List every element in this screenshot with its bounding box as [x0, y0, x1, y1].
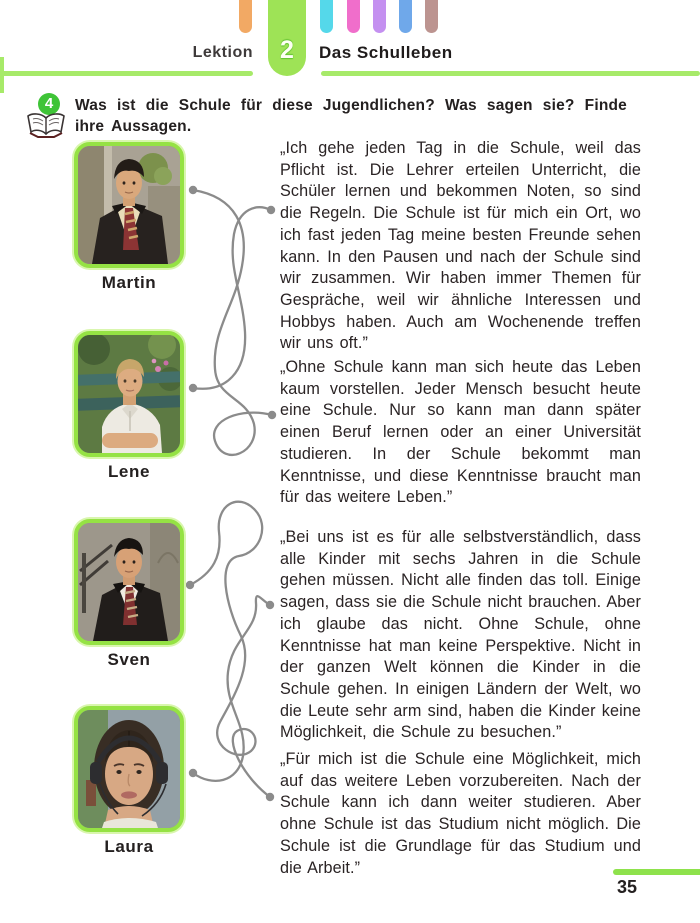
- connector-dot-martin: [189, 186, 197, 194]
- statement-1: „Ich gehe jeden Tag in die Schule, weil das Pflicht ist. Die Lehrer erteilen Unterricht, die Schüler lernen und bekommen Noten, so sind die Regeln. Die Schule ist für mich ein Ort, wo ich fast jeden Tag meine besten Freunde sehen kann. In den Pausen und nach der Schule sind wir zusammen. Wir haben immer Themen für Gespräche, weil wir ähnliche Interessen und Hobbys haben. Auch am Wochenende treffen wir uns oft.”: [280, 139, 641, 353]
- sven-photo: [74, 519, 184, 645]
- connector-dot-sven: [186, 581, 194, 589]
- footer-rule: [613, 869, 700, 875]
- student-name: Martin: [101, 273, 157, 292]
- statement-3: „Bei uns ist es für alle selbstverständlich, dass alle Kinder mit sechs Jahren in die Schule gehen müssen. Nicht alle finden das toll. Einige sagen, dass sie die Schule nicht brauchen. Aber ich glaube das nicht. Ohne Schule, ohne Kenntnisse hat man keine Perspektive. Nicht in der ganzen Welt können die Kinder in die Schule gehen. In einigen Ländern der Welt, wo die Leute sehr arm sind, haben die Kinder keine Möglichkeit, die Schule zu besuchen.”: [280, 528, 641, 742]
- connector-line-1: [193, 190, 272, 455]
- connector-dot-statement-3: [266, 601, 274, 609]
- color-tab-blue: [399, 0, 412, 33]
- connector-dot-lene: [189, 384, 197, 392]
- lektion-label: Lektion: [192, 44, 253, 61]
- lesson-number: 2: [280, 36, 294, 64]
- color-tab-purple: [373, 0, 386, 33]
- connector-dot-statement-4: [266, 793, 274, 801]
- header-rule-left: [0, 71, 253, 76]
- color-tab-cyan: [320, 0, 333, 33]
- statement-4: „Für mich ist die Schule eine Möglichkeit, mich auf das weitere Leben vorzubereiten. Nach der Schule kann ich dann weiter studieren. Aber ohne Schule ist das Studium nicht möglich. Die Schule ist die Grundlage für das Studium und die Arbeit.”: [280, 750, 641, 877]
- left-edge-accent: [0, 57, 4, 93]
- student-name: Laura: [104, 837, 154, 856]
- student-card-martin: [74, 142, 184, 293]
- color-tab-mauve: [425, 0, 438, 33]
- student-card-sven: [74, 519, 184, 670]
- student-card-lene: [74, 331, 184, 482]
- laura-photo: [74, 706, 184, 832]
- student-name: Sven: [107, 650, 151, 669]
- martin-photo: [74, 142, 184, 268]
- exercise-number-badge: 4: [38, 93, 60, 115]
- lene-photo: [74, 331, 184, 457]
- connector-dot-statement-2: [268, 411, 276, 419]
- lesson-number-tab: [268, 0, 306, 76]
- page-number: 35: [617, 877, 638, 897]
- connector-line-4: [193, 596, 270, 781]
- lesson-title: Das Schulleben: [319, 43, 453, 62]
- student-card-laura: [74, 706, 184, 857]
- connector-line-3: [190, 502, 270, 797]
- exercise-instruction: Was ist die Schule für diese Jugendlichen? Was sagen sie? Finde ihre Aussagen.: [75, 97, 627, 135]
- connector-dot-laura: [189, 769, 197, 777]
- statement-2: „Ohne Schule kann man sich heute das Leben kaum vorstellen. Jeder Mensch besucht heute eine Schule. Nur so kann man dann später einen Beruf lernen oder an einer Universität studieren. In der Schule bekommt man Kenntnisse, und diese Kenntnisse braucht man für das weitere Leben.”: [280, 358, 641, 507]
- connector-line-2: [193, 207, 271, 388]
- color-tab-pink: [347, 0, 360, 33]
- open-book-icon: [26, 111, 66, 139]
- color-tab-orange: [239, 0, 252, 33]
- student-name: Lene: [107, 462, 151, 481]
- header-rule-right: [321, 71, 700, 76]
- connector-dot-statement-1: [267, 206, 275, 214]
